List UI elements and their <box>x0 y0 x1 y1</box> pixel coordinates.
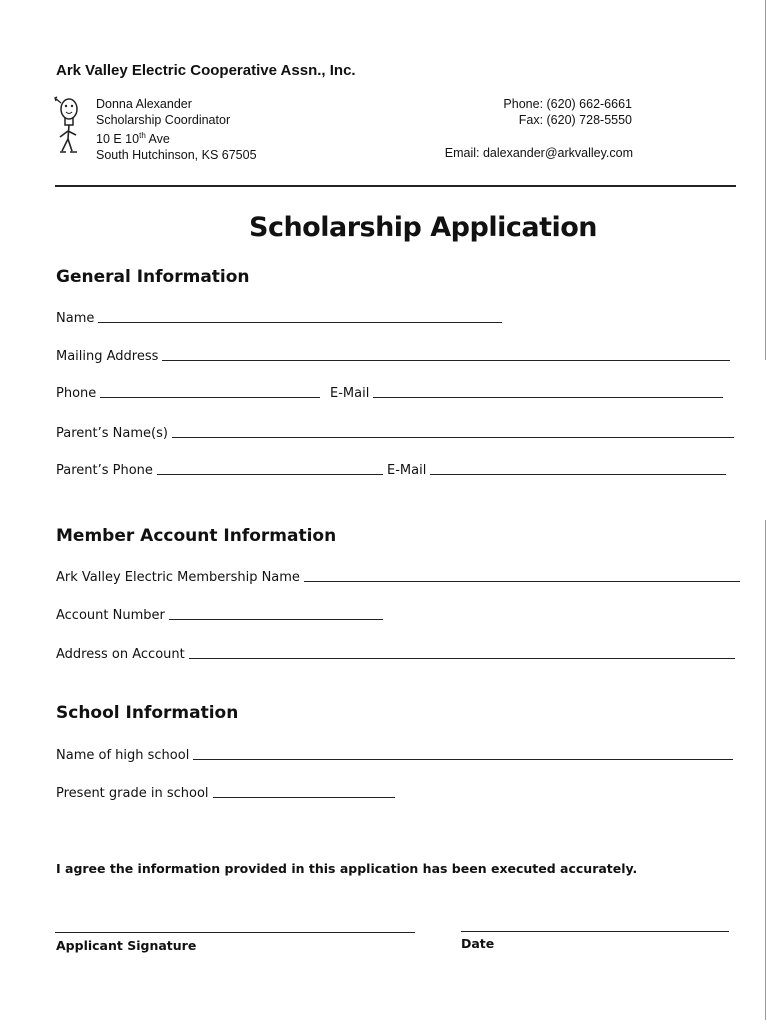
parents-email-label: E-Mail <box>387 463 427 478</box>
email-label: E-Mail <box>330 386 370 401</box>
account-number-field[interactable] <box>56 608 383 623</box>
membership-name-input-line[interactable] <box>304 580 740 582</box>
mailing-address-field[interactable] <box>56 349 730 364</box>
high-school-field[interactable] <box>56 748 733 763</box>
city-state-zip: South Hutchinson, KS 67505 <box>96 148 257 163</box>
membership-name-field[interactable] <box>56 570 740 585</box>
page-edge-line <box>765 0 766 360</box>
phone-number: Phone: (620) 662-6661 <box>503 97 632 111</box>
contact-title: Scholarship Coordinator <box>96 113 231 127</box>
address-on-account-field[interactable] <box>56 647 735 662</box>
account-number-input-line[interactable] <box>169 618 383 620</box>
grade-label: Present grade in school <box>56 786 209 801</box>
email-input-line[interactable] <box>373 396 723 398</box>
high-school-label: Name of high school <box>56 748 190 763</box>
grade-input-line[interactable] <box>213 796 395 798</box>
phone-input-line[interactable] <box>100 396 320 398</box>
page-title: Scholarship Application <box>249 212 598 243</box>
address-on-account-label: Address on Account <box>56 647 185 662</box>
date-line[interactable] <box>461 931 729 932</box>
contact-name: Donna Alexander <box>96 97 192 111</box>
parents-name-field[interactable] <box>56 426 734 441</box>
date-label: Date <box>461 936 495 951</box>
agreement-statement: I agree the information provided in this application has been executed accurately. <box>56 861 638 876</box>
applicant-signature-label: Applicant Signature <box>56 938 197 953</box>
parents-email-field[interactable] <box>387 463 726 478</box>
applicant-signature-line[interactable] <box>55 932 415 933</box>
high-school-input-line[interactable] <box>193 758 733 760</box>
name-label: Name <box>56 311 95 326</box>
membership-name-label: Ark Valley Electric Membership Name <box>56 570 300 585</box>
page-edge-line-lower <box>765 520 766 1020</box>
name-input-line[interactable] <box>98 321 502 323</box>
parents-phone-label: Parent’s Phone <box>56 463 153 478</box>
phone-label: Phone <box>56 386 97 401</box>
parents-phone-field[interactable] <box>56 463 383 478</box>
grade-field[interactable] <box>56 786 395 801</box>
contact-email: Email: dalexander@arkvalley.com <box>444 146 633 160</box>
street-address: 10 E 10th Ave <box>96 131 170 147</box>
parents-phone-input-line[interactable] <box>157 473 383 475</box>
fax-number: Fax: (620) 728-5550 <box>518 113 632 127</box>
section-heading-general: General Information <box>56 267 250 287</box>
parents-name-input-line[interactable] <box>172 436 734 438</box>
mailing-address-input-line[interactable] <box>162 359 730 361</box>
header-divider <box>55 185 736 187</box>
phone-field[interactable] <box>56 386 320 401</box>
parents-name-label: Parent’s Name(s) <box>56 426 168 441</box>
phone-fax-block <box>480 96 632 128</box>
address-on-account-input-line[interactable] <box>189 657 735 659</box>
lightbulb-mascot-logo <box>52 95 82 157</box>
parents-email-input-line[interactable] <box>430 473 726 475</box>
section-heading-member: Member Account Information <box>56 526 337 546</box>
contact-address-block <box>96 96 257 163</box>
section-heading-school: School Information <box>56 703 239 723</box>
mailing-address-label: Mailing Address <box>56 349 159 364</box>
organization-name: Ark Valley Electric Cooperative Assn., Inc. <box>56 62 356 79</box>
name-field[interactable] <box>56 311 502 326</box>
email-field[interactable] <box>330 386 723 401</box>
account-number-label: Account Number <box>56 608 165 623</box>
